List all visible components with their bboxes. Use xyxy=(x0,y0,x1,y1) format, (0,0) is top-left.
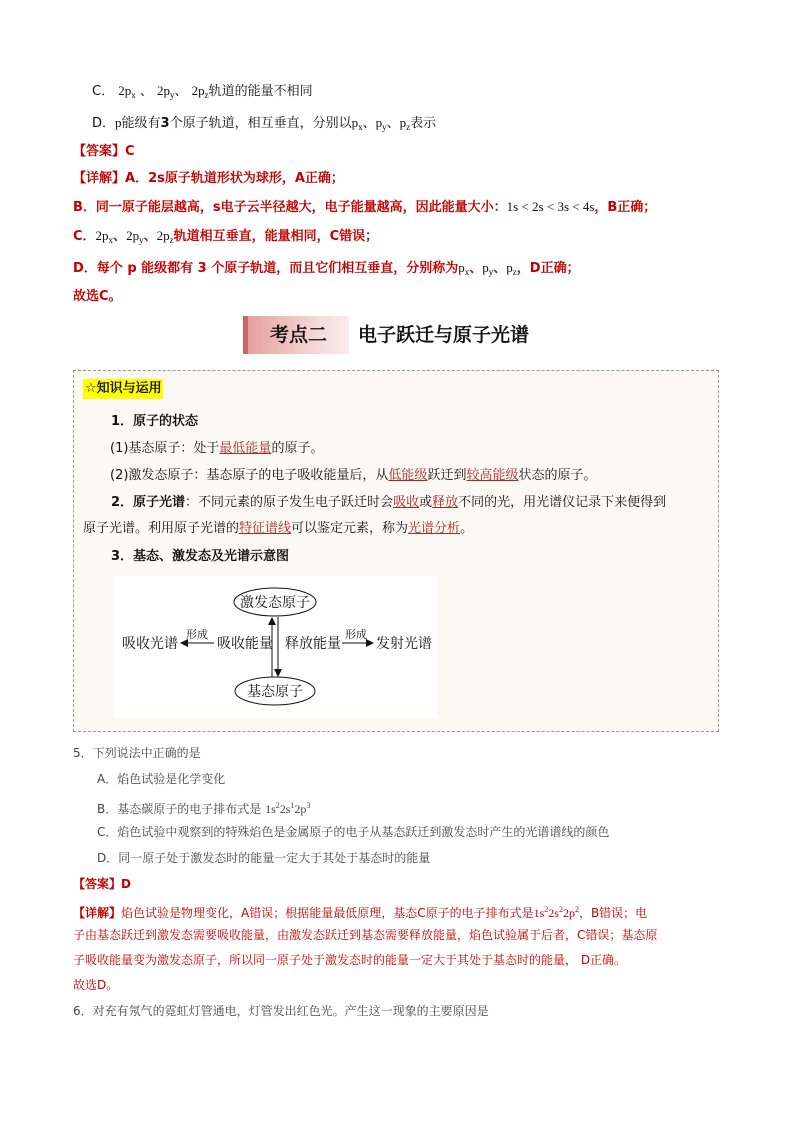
spectrum-line-2: 原子光谱。利用原子光谱的特征谱线可以鉴定元素，称为光谱分析。 xyxy=(83,521,474,536)
option-letter: C． xyxy=(92,84,115,99)
absorb-spectrum-label: 吸收光谱 xyxy=(122,637,178,652)
prev-detail-a: 【详解】A．2s原子轨道形状为球形，A正确； xyxy=(73,171,344,186)
q5-option-d: D．同一原子处于激发态时的能量一定大于其处于基态时的能量 xyxy=(97,851,431,865)
release-energy-label: 释放能量 xyxy=(285,637,341,652)
section-header xyxy=(243,316,573,354)
q5-answer: 【答案】D xyxy=(73,877,131,891)
orbital-2py: $2p_y$ xyxy=(157,83,175,100)
q5-option-a: A．焰色试验是化学变化 xyxy=(97,772,226,786)
emit-spectrum-label: 发射光谱 xyxy=(376,637,432,652)
prev-detail-c: C．$2p_x$、$2p_y$、$2p_z$轨道相互垂直，能量相同，C错误； xyxy=(73,228,379,245)
ground-label: 基态原子 xyxy=(247,685,303,700)
prev-detail-d: D．每个 p 能级都有 3 个原子轨道，而且它们相互垂直，分别称为$p_x$、$p_y$、$p_z$，D正确； xyxy=(73,260,580,277)
q5-option-b: B．基态碳原子的电子排布式是 $1s^22s^12p^3$ xyxy=(97,801,311,816)
q5-detail-3: 子吸收能量变为激发态原子，所以同一原子处于激发态时的能量一定大于其处于基态时的能量， D正确。 xyxy=(73,953,627,967)
orbital-2pz: $2p_z$ xyxy=(191,83,209,100)
q5-detail-2: 子由基态跃迁到激发态需要吸收能量，由激发态跃迁到基态需要释放能量，焰色试验属于后者，C错误；基态原 xyxy=(73,928,658,942)
absorb-energy-label: 吸收能量 xyxy=(217,637,273,652)
knowledge-badge: ☆知识与运用 xyxy=(83,379,163,399)
q5-option-c: C．焰色试验中观察到的特殊焰色是金属原子的电子从基态跃迁到激发态时产生的光谱谱线的颜色 xyxy=(97,825,610,839)
state-spectrum-diagram xyxy=(113,576,437,718)
left-form-label: 形成 xyxy=(186,629,208,641)
option-c: C． $2p_x$ 、 $2p_y$、 $2p_z$轨道的能量不相同 xyxy=(92,83,313,100)
section-title: 电子跃迁与原子光谱 xyxy=(358,324,530,346)
heading-diagram: 3．基态、激发态及光谱示意图 xyxy=(111,549,290,564)
ground-state-line: (1)基态原子：处于最低能量的原子。 xyxy=(110,441,324,456)
prev-detail-b: B．同一原子能层越高，s电子云半径越大，电子能量越高，因此能量大小：1s < 2s < 3s < 4s，B正确； xyxy=(73,199,657,215)
orbital-2px: $2p_x$ xyxy=(118,83,136,100)
excited-label: 激发态原子 xyxy=(240,596,310,611)
spectrum-line-1: 2．原子光谱：不同元素的原子发生电子跃迁时会吸收或释放不同的光，用光谱仪记录下来便得到 xyxy=(111,495,667,510)
q5-detail-formula: $1s^22s^22p^2$ xyxy=(533,905,579,920)
heading-atom-state: 1．原子的状态 xyxy=(111,414,199,429)
prev-answer: 【答案】C xyxy=(73,144,135,159)
section-tag: 考点二 xyxy=(243,316,349,354)
q5-detail-1: 【详解】焰色试验是物理变化，A错误；根据能量最低原理，基态C原子的电子排布式是$1s^22s^22p^2$，B错误；电 xyxy=(73,905,648,920)
q5-b-formula: $1s^22s^12p^3$ xyxy=(265,801,311,816)
diagram-svg xyxy=(113,576,437,718)
star-icon: ☆ xyxy=(85,381,97,396)
prev-conclusion: 故选C。 xyxy=(73,289,122,304)
q5-stem: 5．下列说法中正确的是 xyxy=(73,746,201,760)
q5-conclusion: 故选D。 xyxy=(73,978,119,992)
excited-state-line: (2)激发态原子：基态原子的电子吸收能量后，从低能级跃迁到较高能级状态的原子。 xyxy=(110,468,597,483)
right-form-label: 形成 xyxy=(345,629,367,641)
q6-stem: 6．对充有氖气的霓虹灯管通电，灯管发出红色光。产生这一现象的主要原因是 xyxy=(73,1004,489,1018)
option-d: D．p能级有3个原子轨道，相互垂直，分别以$p_x$、$p_y$、$p_z$表示 xyxy=(92,115,437,132)
